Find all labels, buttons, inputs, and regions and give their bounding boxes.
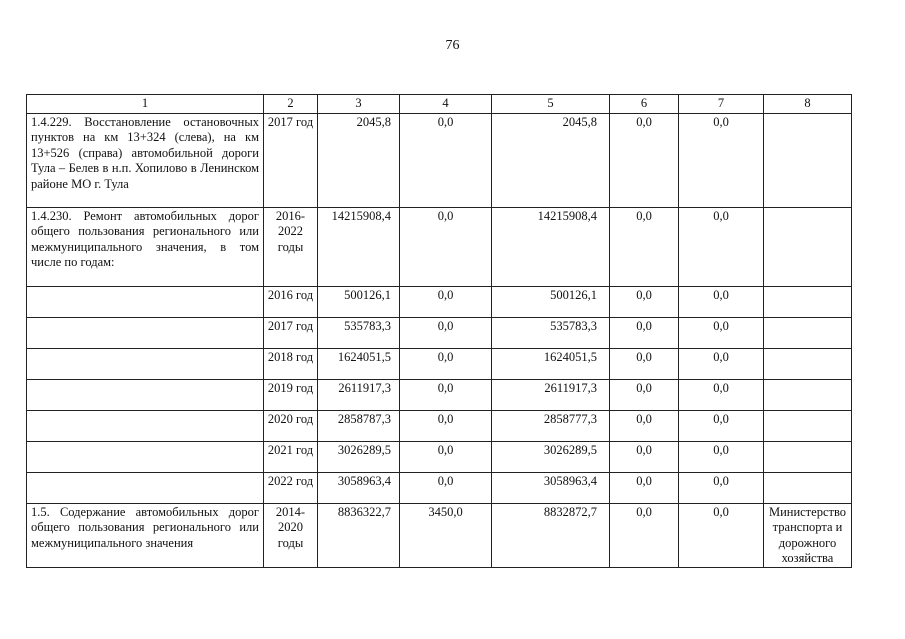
total-cell: 500126,1 <box>318 286 400 317</box>
col4-cell: 0,0 <box>400 348 492 379</box>
table-row <box>27 113 852 207</box>
table-row <box>27 410 852 441</box>
col4-cell: 0,0 <box>400 410 492 441</box>
item-name-cell: 1.4.230. Ремонт автомобильных дорог общего пользования регионального или межмуниципального значения, в том числе по годам: <box>27 207 264 286</box>
col5-cell: 2858777,3 <box>492 410 610 441</box>
total-cell: 3058963,4 <box>318 472 400 503</box>
col5-cell: 8832872,7 <box>492 503 610 567</box>
col5-cell: 500126,1 <box>492 286 610 317</box>
data-table <box>26 94 852 568</box>
col4-cell: 0,0 <box>400 286 492 317</box>
col5-cell: 3058963,4 <box>492 472 610 503</box>
executor-cell <box>764 317 852 348</box>
header-cell: 7 <box>679 95 764 114</box>
col7-cell: 0,0 <box>679 207 764 286</box>
total-cell: 2611917,3 <box>318 379 400 410</box>
col4-cell: 0,0 <box>400 379 492 410</box>
executor-cell: Министерство транспорта и дорожного хозяйства <box>764 503 852 567</box>
col7-cell: 0,0 <box>679 472 764 503</box>
item-name-cell: 1.4.229. Восстановление остановочных пунктов на км 13+324 (слева), на км 13+526 (справа) автомобильной дороги Тула – Белев в н.п. Хопилово в Ленинском районе МО г. Тула <box>27 113 264 207</box>
header-cell: 3 <box>318 95 400 114</box>
table-row <box>27 207 852 286</box>
col5-cell: 1624051,5 <box>492 348 610 379</box>
item-name-cell <box>27 472 264 503</box>
total-cell: 2858787,3 <box>318 410 400 441</box>
col6-cell: 0,0 <box>610 113 679 207</box>
period-cell: 2017 год <box>264 113 318 207</box>
col4-cell: 3450,0 <box>400 503 492 567</box>
period-cell: 2021 год <box>264 441 318 472</box>
col5-cell: 3026289,5 <box>492 441 610 472</box>
col7-cell: 0,0 <box>679 348 764 379</box>
header-cell: 8 <box>764 95 852 114</box>
col5-cell: 2611917,3 <box>492 379 610 410</box>
header-row <box>27 95 852 114</box>
executor-cell <box>764 286 852 317</box>
item-name-cell <box>27 286 264 317</box>
executor-cell <box>764 472 852 503</box>
period-cell: 2017 год <box>264 317 318 348</box>
period-cell: 2016 год <box>264 286 318 317</box>
col6-cell: 0,0 <box>610 286 679 317</box>
total-cell: 1624051,5 <box>318 348 400 379</box>
executor-cell <box>764 207 852 286</box>
total-cell: 2045,8 <box>318 113 400 207</box>
col6-cell: 0,0 <box>610 379 679 410</box>
col6-cell: 0,0 <box>610 348 679 379</box>
item-name-cell: 1.5. Содержание автомобильных дорог общего пользования регионального или межмуниципального значения <box>27 503 264 567</box>
col4-cell: 0,0 <box>400 113 492 207</box>
table-row <box>27 348 852 379</box>
executor-cell <box>764 113 852 207</box>
col7-cell: 0,0 <box>679 317 764 348</box>
item-name-cell <box>27 379 264 410</box>
period-cell: 2022 год <box>264 472 318 503</box>
period-cell: 2018 год <box>264 348 318 379</box>
col7-cell: 0,0 <box>679 379 764 410</box>
col4-cell: 0,0 <box>400 472 492 503</box>
col6-cell: 0,0 <box>610 503 679 567</box>
executor-cell <box>764 441 852 472</box>
executor-cell <box>764 379 852 410</box>
table-row <box>27 503 852 567</box>
header-cell: 2 <box>264 95 318 114</box>
item-name-cell <box>27 348 264 379</box>
col6-cell: 0,0 <box>610 410 679 441</box>
col7-cell: 0,0 <box>679 503 764 567</box>
header-cell: 1 <box>27 95 264 114</box>
col7-cell: 0,0 <box>679 286 764 317</box>
total-cell: 535783,3 <box>318 317 400 348</box>
item-name-cell <box>27 441 264 472</box>
total-cell: 3026289,5 <box>318 441 400 472</box>
period-cell: 2020 год <box>264 410 318 441</box>
col5-cell: 2045,8 <box>492 113 610 207</box>
table-row <box>27 317 852 348</box>
executor-cell <box>764 410 852 441</box>
total-cell: 14215908,4 <box>318 207 400 286</box>
page-number: 76 <box>445 38 460 53</box>
col4-cell: 0,0 <box>400 317 492 348</box>
total-cell: 8836322,7 <box>318 503 400 567</box>
col5-cell: 14215908,4 <box>492 207 610 286</box>
col6-cell: 0,0 <box>610 317 679 348</box>
period-cell: 2016-2022 годы <box>264 207 318 286</box>
col4-cell: 0,0 <box>400 207 492 286</box>
executor-cell <box>764 348 852 379</box>
table-row <box>27 441 852 472</box>
period-cell: 2014-2020 годы <box>264 503 318 567</box>
col6-cell: 0,0 <box>610 441 679 472</box>
table-row <box>27 286 852 317</box>
table-row <box>27 379 852 410</box>
header-cell: 5 <box>492 95 610 114</box>
item-name-cell <box>27 317 264 348</box>
item-name-cell <box>27 410 264 441</box>
period-cell: 2019 год <box>264 379 318 410</box>
header-cell: 4 <box>400 95 492 114</box>
col5-cell: 535783,3 <box>492 317 610 348</box>
col6-cell: 0,0 <box>610 207 679 286</box>
col6-cell: 0,0 <box>610 472 679 503</box>
table-row <box>27 472 852 503</box>
col4-cell: 0,0 <box>400 441 492 472</box>
col7-cell: 0,0 <box>679 441 764 472</box>
col7-cell: 0,0 <box>679 410 764 441</box>
col7-cell: 0,0 <box>679 113 764 207</box>
header-cell: 6 <box>610 95 679 114</box>
